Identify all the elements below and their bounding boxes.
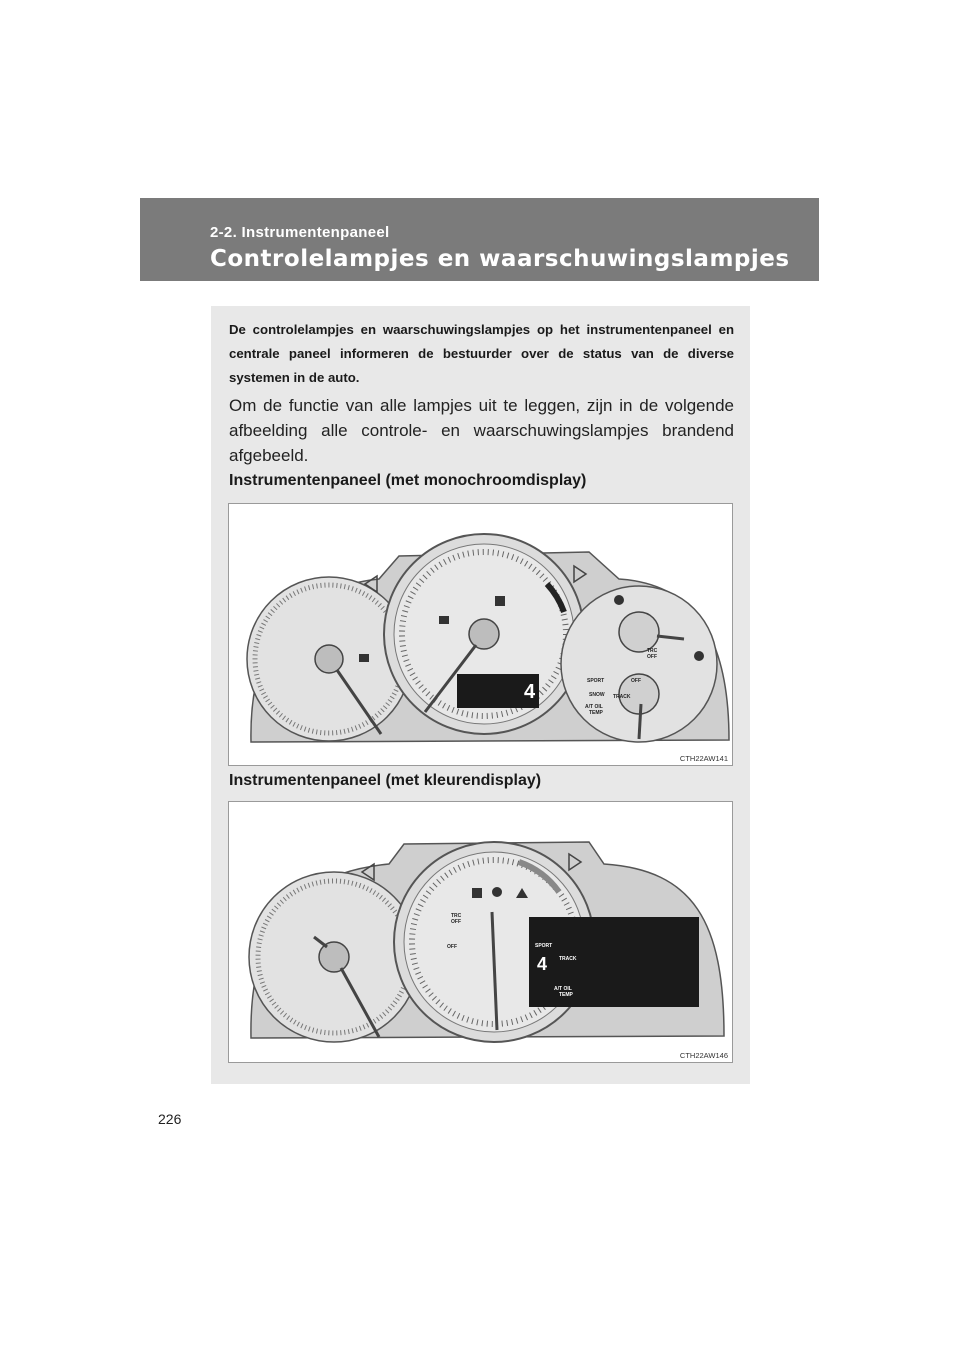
page-number: 226 xyxy=(158,1111,182,1127)
warning-light-icon xyxy=(694,651,704,661)
figure-monochrome-panel xyxy=(228,503,733,766)
indicator-icon xyxy=(439,616,449,624)
cluster-illustration-color xyxy=(229,802,732,1062)
trc-off-label: OFF xyxy=(451,919,461,925)
figure-code: CTH22AW141 xyxy=(679,754,728,763)
snow-label: SNOW xyxy=(589,692,605,698)
off-label: OFF xyxy=(447,944,457,950)
intro-text: Om de functie van alle lampjes uit te leggen, zijn in de volgende afbeelding alle controle- en waarschuwingslampjes brandend afgebeeld. xyxy=(229,396,734,465)
figure-heading-monochrome: Instrumentenpaneel (met monochroomdisplay) xyxy=(229,472,587,489)
cluster-illustration-monochrome xyxy=(229,504,732,765)
indicator-icon xyxy=(472,888,482,898)
content-panel xyxy=(211,306,750,1084)
warning-light-icon xyxy=(492,887,502,897)
warning-light-icon xyxy=(614,595,624,605)
indicator-icon xyxy=(495,596,505,606)
figure-color-panel xyxy=(228,801,733,1063)
at-oil-temp-label: TEMP xyxy=(589,710,603,716)
section-label: 2-2. Instrumentenpaneel xyxy=(210,224,390,241)
trc-label: TRC xyxy=(647,648,658,654)
at-oil-label: A/T OIL xyxy=(585,704,603,710)
figure-heading-color: Instrumentenpaneel (met kleurendisplay) xyxy=(229,772,542,789)
figure-code: CTH22AW146 xyxy=(679,1051,728,1060)
section-header xyxy=(140,198,819,281)
track-label: TRACK xyxy=(559,956,577,962)
page-title: Controlelampjes en waarschuwingslampjes xyxy=(210,246,790,272)
indicator-icon xyxy=(359,654,369,662)
at-oil-label: A/T OIL xyxy=(554,986,572,992)
track-label: TRACK xyxy=(613,694,631,700)
gear-indicator: 4 xyxy=(524,681,536,703)
trc-off-label: OFF xyxy=(647,654,657,660)
sport-label: SPORT xyxy=(587,678,605,684)
gear-indicator: 4 xyxy=(537,954,548,974)
off-label: OFF xyxy=(631,678,641,684)
color-display xyxy=(529,917,699,1007)
sport-label: SPORT xyxy=(535,943,553,949)
at-oil-temp-label: TEMP xyxy=(559,992,573,998)
trc-label: TRC xyxy=(451,913,462,919)
intro-bold-text: De controlelampjes en waarschuwingslampjes op het instrumentenpaneel en centrale paneel informeren de bestuurder over de status van de diverse systemen in de auto. xyxy=(229,322,734,385)
